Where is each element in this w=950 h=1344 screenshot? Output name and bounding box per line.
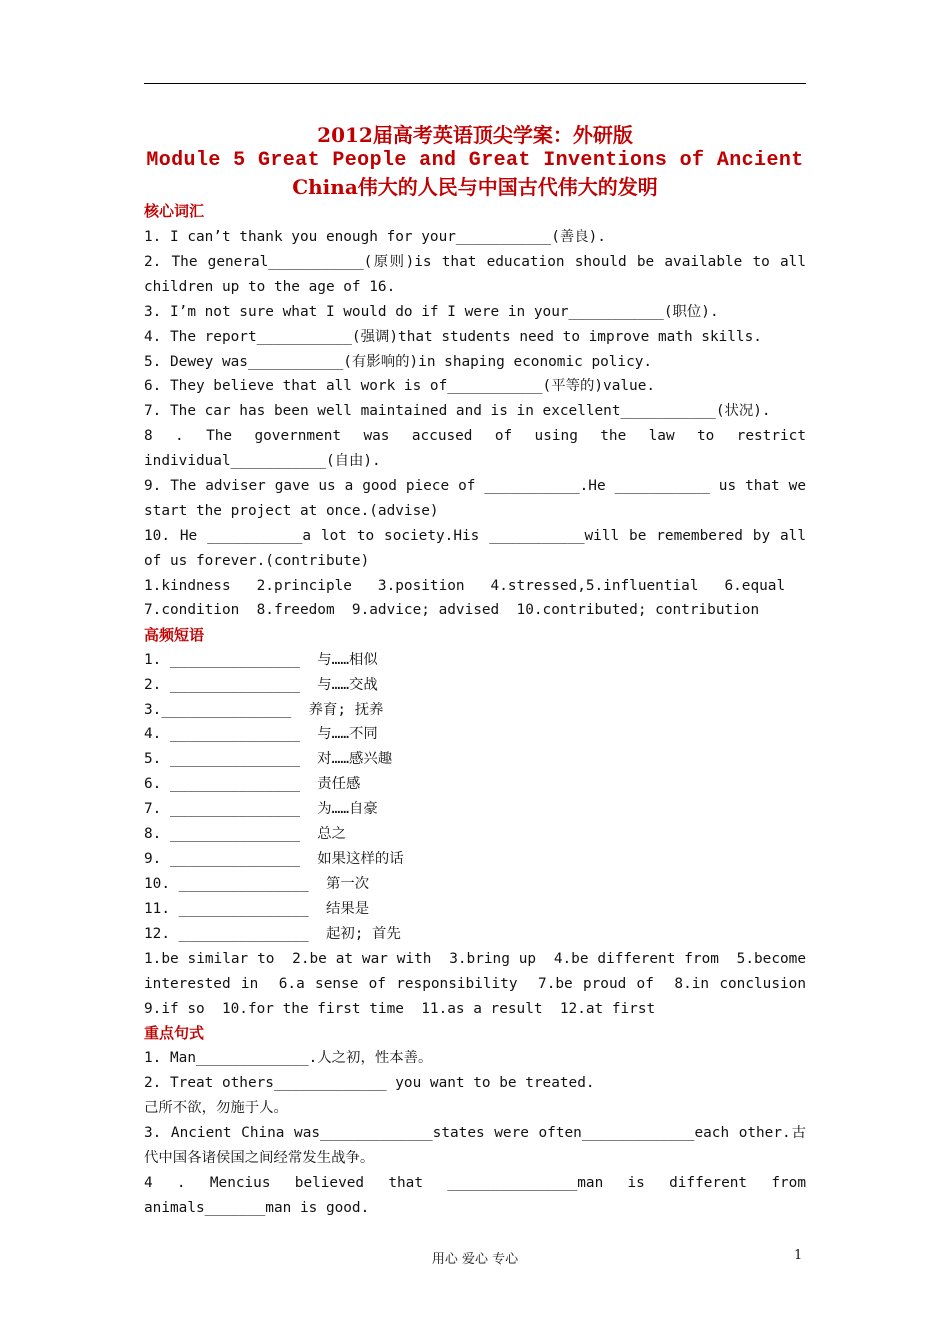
section-heading-phrases: 高频短语	[144, 626, 205, 644]
vocab-line: individual___________(自由).	[144, 453, 381, 469]
phrase-line: 9. _______________ 如果这样的话	[144, 851, 404, 867]
sentence-line: 己所不欲，勿施于人。	[144, 1100, 288, 1116]
sentence-line: animals_______man is good.	[144, 1200, 370, 1216]
phrase-line: 3._______________ 养育; 抚养	[144, 702, 384, 718]
title-line-3: China伟大的人民与中国古代伟大的发明	[292, 175, 658, 199]
header-rule	[144, 83, 806, 84]
sentence-line: 1. Man_____________.人之初，性本善。	[144, 1050, 433, 1066]
phrase-line: 2. _______________ 与……交战	[144, 677, 378, 693]
vocab-line: children up to the age of 16.	[144, 279, 396, 295]
phrase-answer-line: 9.if so 10.for the first time 11.as a result 12.at first	[144, 1001, 656, 1017]
page-number: 1	[794, 1248, 803, 1263]
phrase-line: 5. _______________ 对……感兴趣	[144, 751, 393, 767]
sentence-line: 3. Ancient China was_____________states were often_____________each other.古	[144, 1125, 806, 1141]
vocab-answer-line: 7.condition 8.freedom 9.advice; advised 10.contributed; contribution	[144, 602, 760, 618]
vocab-line: 5. Dewey was___________(有影响的)in shaping economic policy.	[144, 354, 653, 370]
vocab-line: of us forever.(contribute)	[144, 553, 370, 569]
vocab-line: 6. They believe that all work is of___________(平等的)value.	[144, 378, 656, 394]
vocab-line: 3. I’m not sure what I would do if I were in your___________(职位).	[144, 304, 719, 320]
sentence-line: 代中国各诸侯国之间经常发生战争。	[144, 1150, 375, 1166]
phrase-answer-line: interested in 6.a sense of responsibility 7.be proud of 8.in conclusion	[144, 976, 806, 992]
title-line-2: Module 5 Great People and Great Inventions of Ancient	[146, 149, 804, 172]
section-heading-sentences: 重点句式	[144, 1024, 205, 1042]
sentence-line: 4 . Mencius believed that _______________man is different from	[144, 1175, 806, 1191]
phrase-line: 4. _______________ 与……不同	[144, 726, 378, 742]
vocab-line: 7. The car has been well maintained and is in excellent___________(状况).	[144, 403, 771, 419]
phrase-answer-line: 1.be similar to 2.be at war with 3.bring up 4.be different from 5.become	[144, 951, 806, 967]
phrase-line: 10. _______________ 第一次	[144, 876, 370, 892]
vocab-line: 1. I can’t thank you enough for your___________(善良).	[144, 229, 606, 245]
phrase-line: 1. _______________ 与……相似	[144, 652, 378, 668]
vocab-line: 4. The report___________(强调)that students need to improve math skills.	[144, 329, 762, 345]
vocab-answer-line: 1.kindness 2.principle 3.position 4.stressed,5.influential 6.equal	[144, 578, 786, 594]
phrase-line: 11. _______________ 结果是	[144, 901, 370, 917]
phrase-line: 8. _______________ 总之	[144, 826, 347, 842]
phrase-line: 12. _______________ 起初; 首先	[144, 926, 401, 942]
title-line-1: 2012届高考英语顶尖学案：外研版	[317, 123, 633, 147]
vocab-line: 2. The general___________(原则)is that education should be available to all	[144, 254, 806, 270]
sentence-line: 2. Treat others_____________ you want to be treated.	[144, 1075, 595, 1091]
phrase-line: 7. _______________ 为……自豪	[144, 801, 378, 817]
footer-text: 用心 爱心 专心	[431, 1252, 519, 1267]
vocab-line: 8 . The government was accused of using the law to restrict	[144, 428, 806, 444]
section-heading-vocab: 核心词汇	[144, 202, 205, 220]
vocab-line: 10. He ___________a lot to society.His ___________will be remembered by all	[144, 528, 806, 544]
vocab-line: 9. The adviser gave us a good piece of ___________.He ___________ us that we	[144, 478, 806, 494]
vocab-line: start the project at once.(advise)	[144, 503, 439, 519]
phrase-line: 6. _______________ 责任感	[144, 776, 361, 792]
